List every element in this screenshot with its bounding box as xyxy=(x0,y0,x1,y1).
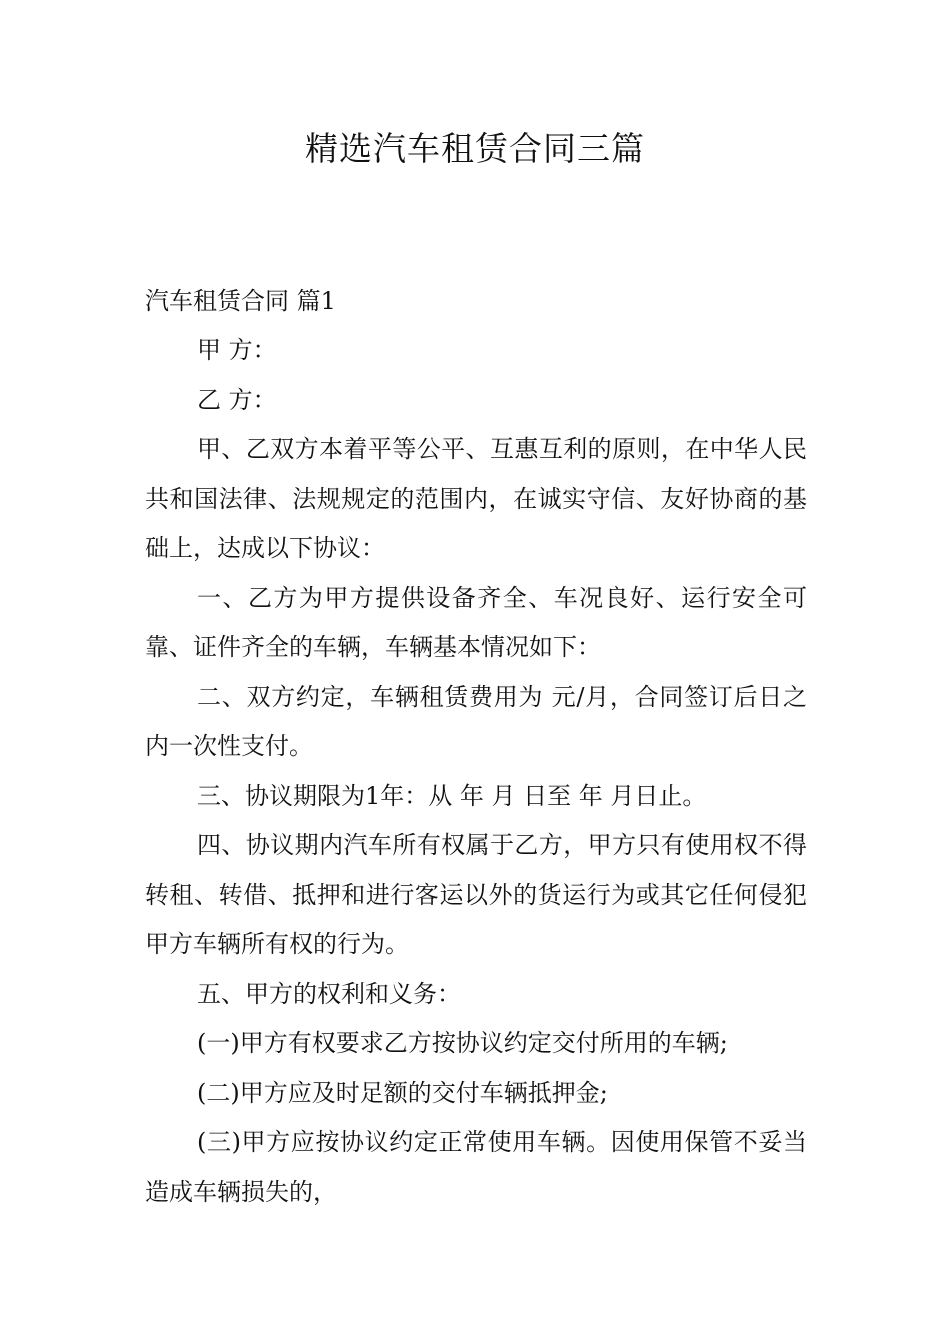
paragraph-clause-1: 一、乙方为甲方提供设备齐全、车况良好、运行安全可靠、证件齐全的车辆，车辆基本情况如下： xyxy=(145,583,807,661)
paragraph-clause-5: 五、甲方的权利和义务： xyxy=(197,979,461,1008)
paragraph-clause-3: 三、协议期限为1年：从 年 月 日至 年 月日止。 xyxy=(197,781,707,810)
paragraph-preamble: 甲、乙双方本着平等公平、互惠互利的原则，在中华人民共和国法律、法规规定的范围内，在诚实守信、友好协商的基础上，达成以下协议： xyxy=(145,435,807,562)
paragraph-clause-5-item-2: (二)甲方应及时足额的交付车辆抵押金; xyxy=(197,1078,608,1107)
paragraph-clause-5-item-1: (一)甲方有权要求乙方按协议约定交付所用的车辆; xyxy=(197,1029,728,1057)
paragraph-party-a: 甲 方： xyxy=(197,336,277,364)
document-title: 精选汽车租赁合同三篇 xyxy=(305,129,645,168)
section-heading: 汽车租赁合同 篇1 xyxy=(145,287,336,315)
paragraph-clause-4: 四、协议期内汽车所有权属于乙方，甲方只有使用权不得转租、转借、抵押和进行客运以外的货运行为或其它任何侵犯甲方车辆所有权的行为。 xyxy=(145,831,807,958)
document-body xyxy=(145,276,807,1217)
paragraph-party-b: 乙 方： xyxy=(197,385,277,414)
paragraph-clause-2: 二、双方约定，车辆租赁费用为 元/月，合同签订后日之内一次性支付。 xyxy=(145,682,807,760)
paragraph-clause-5-item-3: (三)甲方应按协议约定正常使用车辆。因使用保管不妥当造成车辆损失的， xyxy=(145,1128,807,1206)
